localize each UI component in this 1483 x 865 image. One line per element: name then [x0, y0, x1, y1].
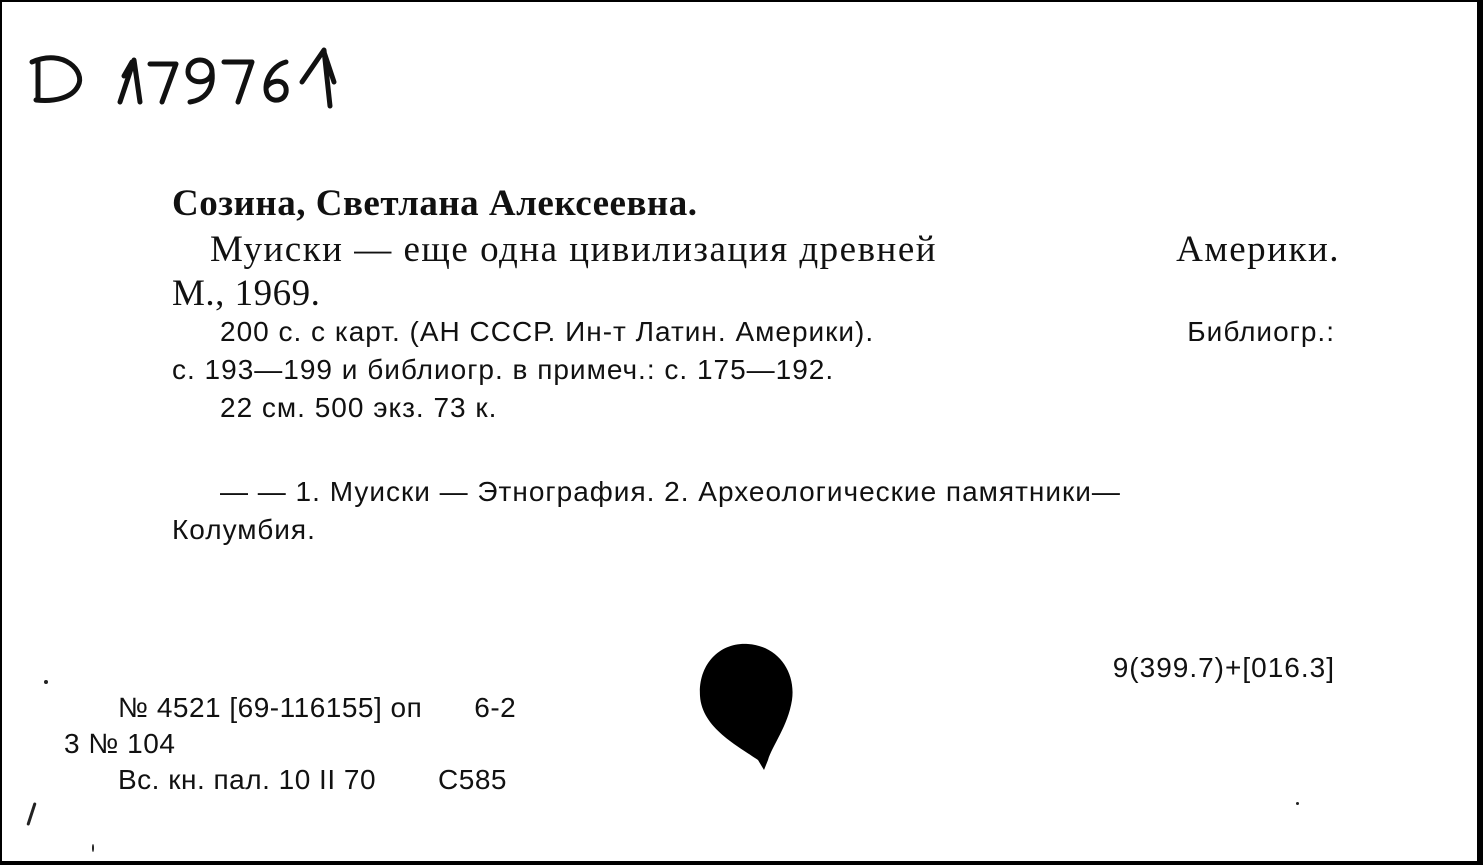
order-line	[118, 692, 516, 724]
collation-line-3: 22 см. 500 экз. 73 к.	[220, 392, 498, 423]
title-part-1: Муиски — еще одна цивилизация древней	[210, 229, 938, 270]
order-code: 6-2	[474, 692, 517, 723]
copy-line: 3 № 104	[64, 728, 176, 759]
subject-line-2: Колумбия.	[172, 514, 316, 545]
author-heading: Созина, Светлана Алексеевна.	[172, 183, 698, 224]
order-number: № 4521 [69-116155] оп	[118, 692, 423, 723]
chamber-line	[118, 764, 507, 796]
title-statement	[172, 228, 1340, 271]
imprint: М., 1969.	[172, 273, 321, 314]
chamber-info: Вс. кн. пал. 10 II 70	[118, 764, 377, 795]
ink-speck	[26, 802, 36, 826]
ink-speck	[44, 680, 48, 684]
ink-speck	[92, 844, 94, 852]
punched-hole-icon	[698, 642, 798, 772]
bibliography-label: Библиогр.:	[1187, 316, 1335, 347]
card-code: С585	[438, 764, 507, 795]
collation-line-2: с. 193—199 и библиогр. в примеч.: с. 175—192.	[172, 354, 835, 385]
subject-line-1: — — 1. Муиски — Этнография. 2. Археологические памятники—	[220, 476, 1121, 507]
collation-line-1: 200 с. с карт. (АН СССР. Ин-т Латин. Америки).	[220, 316, 875, 347]
ink-speck	[1296, 802, 1299, 805]
classification-code: 9(399.7)+[016.3]	[1112, 652, 1335, 683]
title-part-2: Америки.	[1176, 229, 1340, 270]
handwritten-inventory-number	[24, 42, 354, 112]
